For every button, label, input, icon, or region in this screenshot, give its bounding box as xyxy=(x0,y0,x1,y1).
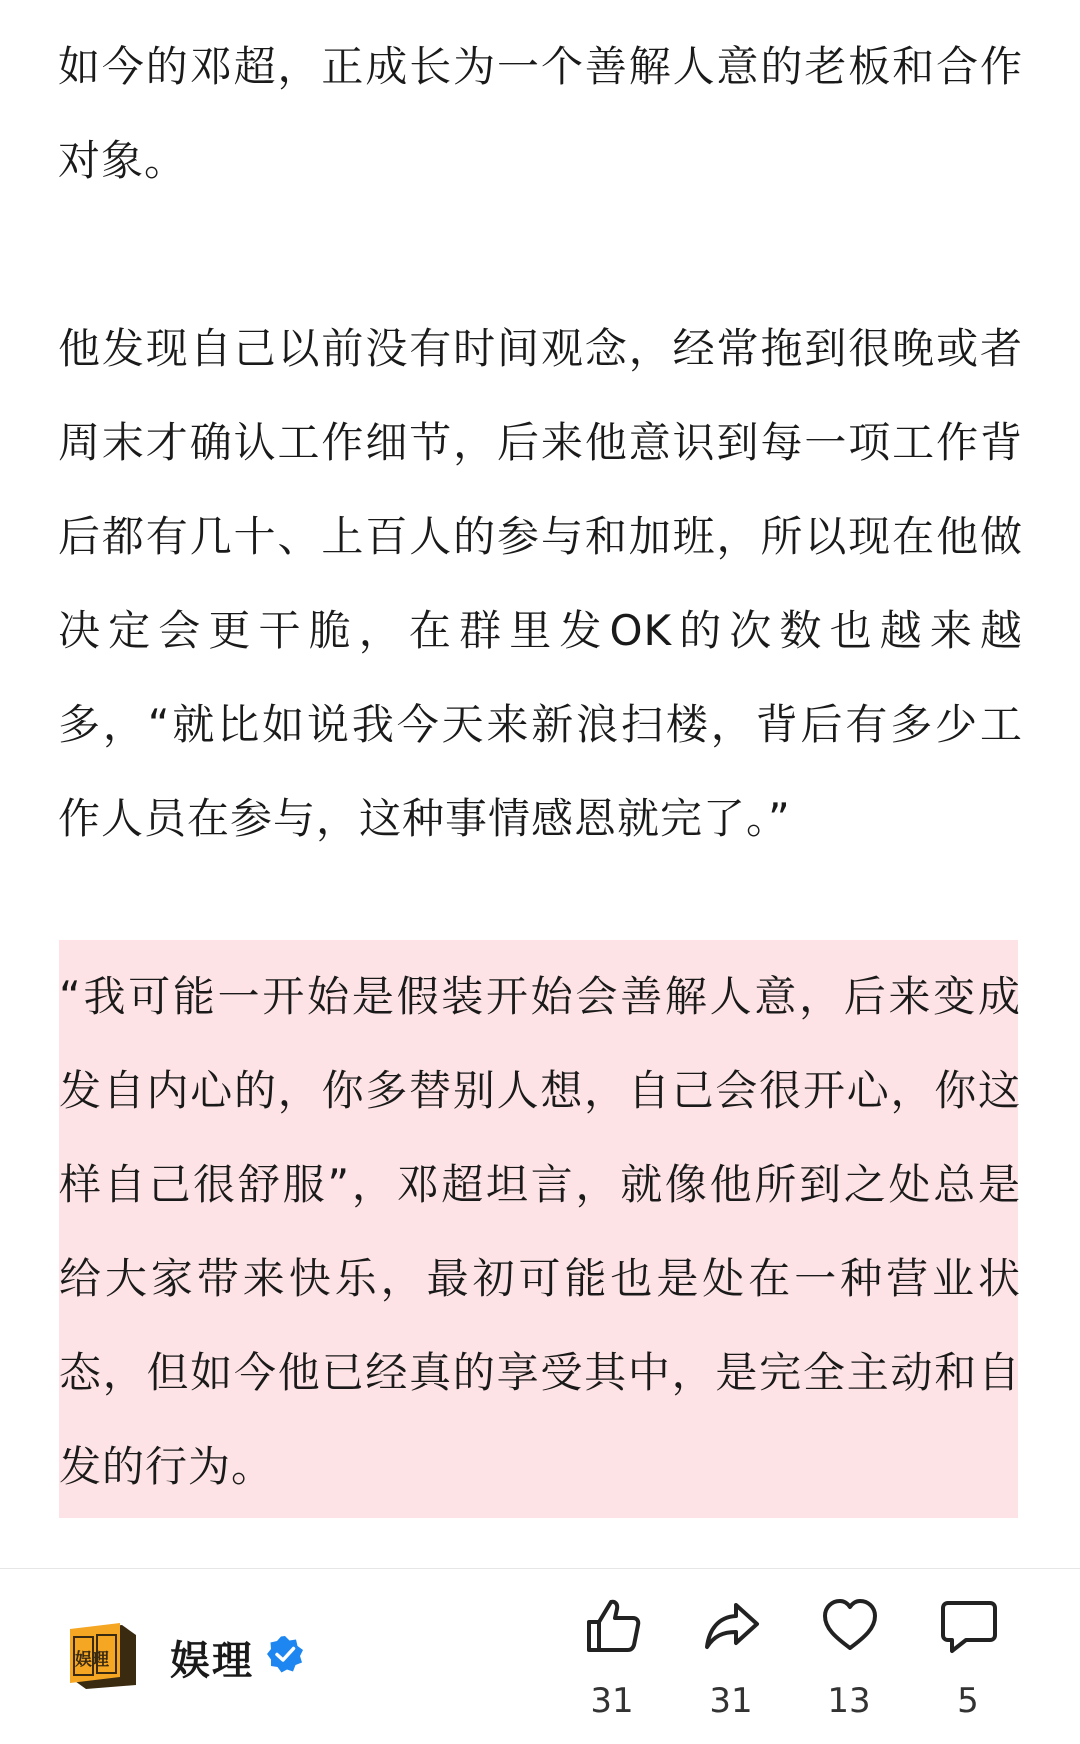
favorite-button[interactable] xyxy=(799,1597,899,1727)
avatar-label: 娱理 xyxy=(75,1650,109,1670)
article-paragraph: 他发现自己以前没有时间观念，经常拖到很晚或者周末才确认工作细节，后来他意识到每一项工作背后都有几十、上百人的参与和加班，所以现在他做决定会更干脆，在群里发OK的次数也越来越多，“就比如说我今天来新浪扫楼，背后有多少工作人员在参与，这种事情感恩就完了。” xyxy=(58,324,1023,843)
share-icon xyxy=(703,1597,761,1655)
comment-button[interactable] xyxy=(918,1597,1018,1727)
thumbs-up-icon xyxy=(584,1597,642,1655)
highlighted-paragraph: “我可能一开始是假装开始会善解人意，后来变成发自内心的，你多替别人想，自己会很开心，你这样自己很舒服”，邓超坦言，就像他所到之处总是给大家带来快乐，最初可能也是处在一种营业状态，但如今他已经真的享受其中，是完全主动和自发的行为。 xyxy=(59,972,1021,1491)
share-count: 31 xyxy=(709,1681,753,1721)
favorite-count: 13 xyxy=(827,1681,871,1721)
share-button[interactable] xyxy=(681,1597,781,1727)
article-paragraph: 如今的邓超，正成长为一个善解人意的老板和合作对象。 xyxy=(58,42,1023,185)
heart-icon xyxy=(821,1597,879,1655)
like-button[interactable] xyxy=(562,1597,662,1727)
avatar-logo-icon xyxy=(66,1621,142,1693)
like-count: 31 xyxy=(590,1681,634,1721)
article-body xyxy=(58,20,1023,866)
verified-badge-icon xyxy=(266,1635,304,1673)
comment-icon xyxy=(940,1597,998,1655)
post-action-bar xyxy=(0,1568,1080,1744)
comment-count: 5 xyxy=(957,1681,979,1721)
author-name[interactable]: 娱理 xyxy=(170,1638,254,1684)
author-avatar[interactable] xyxy=(66,1621,142,1693)
highlighted-quote-block xyxy=(59,940,1021,1518)
